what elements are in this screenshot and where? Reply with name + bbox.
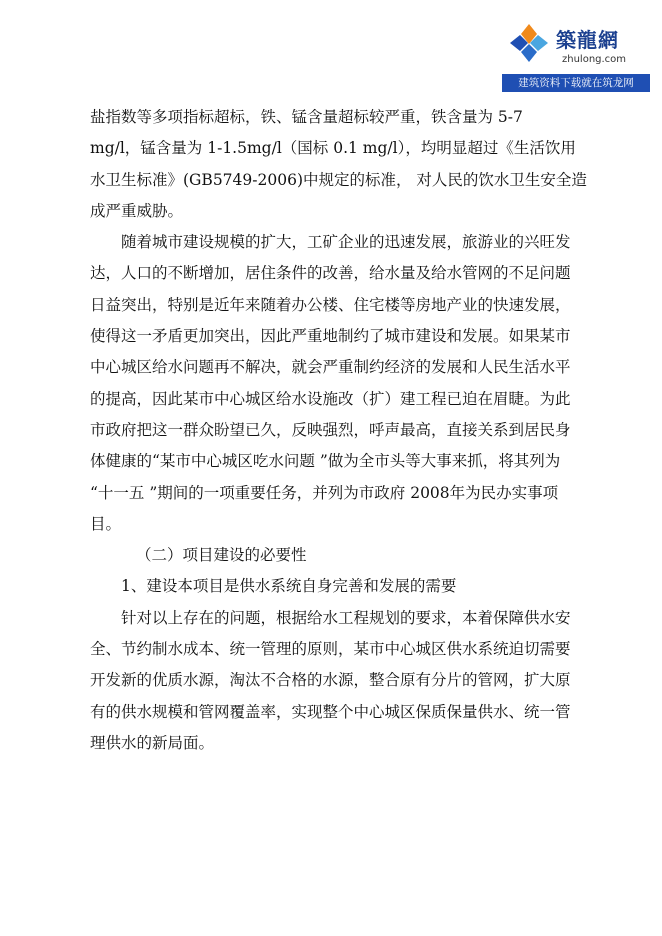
logo-name: 築龍網 — [556, 28, 619, 52]
text-line: 盐指数等多项指标超标，铁、锰含量超标较严重，铁含量为 5-7 — [90, 108, 523, 126]
zhulong-logo — [502, 12, 650, 98]
text-line: 的提高，因此某市中心城区给水设施改（扩）建工程已迫在眉睫。为此 — [90, 389, 571, 408]
document-body — [90, 102, 587, 759]
text-line: 达，人口的不断增加，居住条件的改善，给水量及给水管网的不足问题 — [90, 264, 571, 283]
logo-domain: zhulong.com — [562, 54, 627, 65]
zhulong-logo-icon — [508, 22, 550, 64]
text-line: 水卫生标准》(GB5749-2006)中规定的标准， 对人民的饮水卫生安全造 — [90, 170, 587, 189]
text-line: 中心城区给水问题再不解决，就会严重制约经济的发展和人民生活水平 — [90, 358, 571, 377]
subsection-heading: 1、建设本项目是供水系统自身完善和发展的需要 — [121, 577, 457, 596]
text-line: 开发新的优质水源，淘汰不合格的水源，整合原有分片的管网，扩大原 — [90, 671, 571, 690]
text-line: 全、节约制水成本、统一管理的原则，某市中心城区供水系统迫切需要 — [90, 640, 571, 659]
text-line: 体健康的“某市中心城区吃水问题 ”做为全市头等大事来抓，将其列为 — [90, 452, 561, 471]
text-line: 成严重威胁。 — [90, 201, 184, 220]
logo-slogan: 建筑资料下载就在筑龙网 — [502, 74, 650, 92]
text-line: 日益突出，特别是近年来随着办公楼、住宅楼等房地产业的快速发展， — [90, 295, 571, 314]
text-line: 针对以上存在的问题，根据给水工程规划的要求，本着保障供水安 — [121, 608, 571, 627]
text-line: 使得这一矛盾更加突出，因此严重地制约了城市建设和发展。如果某市 — [90, 327, 571, 346]
text-line: “十一五 ”期间的一项重要任务，并列为市政府 2008年为民办实事项 — [90, 483, 559, 502]
section-heading: （二）项目建设的必要性 — [136, 546, 307, 565]
text-line: 有的供水规模和管网覆盖率，实现整个中心城区保质保量供水、统一管 — [90, 702, 571, 721]
text-line: 目。 — [90, 514, 122, 533]
text-line: 随着城市建设规模的扩大，工矿企业的迅速发展，旅游业的兴旺发 — [121, 233, 571, 252]
text-line: 市政府把这一群众盼望已久，反映强烈，呼声最高，直接关系到居民身 — [90, 420, 571, 439]
text-line: mg/l，锰含量为 1-1.5mg/l（国标 0.1 mg/l），均明显超过《生活饮用 — [90, 139, 576, 158]
text-line: 理供水的新局面。 — [90, 733, 215, 752]
